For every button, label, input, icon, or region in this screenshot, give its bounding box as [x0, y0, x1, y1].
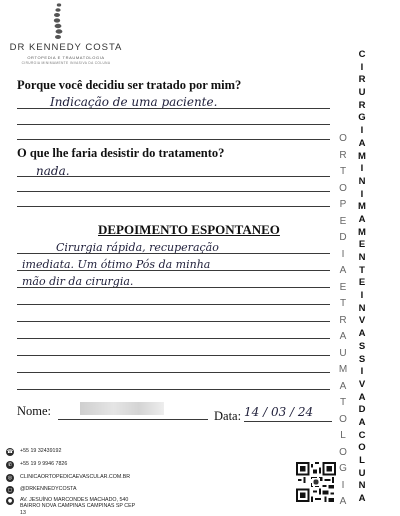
name-label: Nome:: [17, 404, 52, 418]
answer-line: [17, 176, 330, 177]
vertical-letter: N: [358, 480, 366, 492]
vertical-letter: S: [358, 340, 366, 352]
vertical-letter: G: [358, 112, 366, 124]
vertical-letter: M: [358, 150, 366, 162]
answer-1: Indicação de uma paciente.: [50, 95, 218, 109]
vertical-letter: L: [359, 455, 365, 466]
vertical-letter: S: [358, 353, 366, 365]
testimonial-line-rule: [17, 304, 330, 305]
vertical-letter: E: [339, 215, 347, 227]
contact-address: [6, 497, 140, 516]
vertical-letter: R: [339, 314, 347, 326]
brand-subtitle: ORTOPEDIA E TRAUMATOLOGIA: [27, 55, 105, 60]
vertical-letter: A: [339, 496, 347, 507]
question-1: Porque você decidiu ser tratado por mim?: [17, 78, 242, 92]
vertical-letter: O: [358, 442, 366, 454]
answer-2: nada.: [36, 164, 70, 178]
answer-line: [17, 108, 330, 109]
vertical-letter: I: [341, 248, 345, 260]
vertical-letter: G: [339, 463, 347, 474]
location-icon: ●: [7, 498, 13, 504]
vertical-letter: A: [358, 391, 366, 403]
phone-icon: ☎: [6, 449, 14, 455]
answer-line: [17, 139, 330, 140]
vertical-letter: L: [340, 430, 346, 441]
spine-logo-icon: [46, 2, 70, 42]
contact-text: +55 19 32439192: [20, 448, 62, 454]
vertical-letter: I: [360, 366, 364, 378]
contact-text: CLINICAORTOPEDICAEVASCULAR.COM.BR: [20, 474, 131, 480]
vertical-letter: A: [339, 380, 347, 392]
vertical-letter: P: [339, 199, 347, 210]
vertical-letter: D: [339, 232, 347, 243]
vertical-letter: O: [339, 182, 347, 194]
vertical-letter: R: [339, 149, 347, 161]
vertical-letter: N: [358, 175, 366, 187]
instagram-icon: ◻: [7, 487, 13, 493]
vertical-letter: U: [339, 347, 347, 359]
vertical-letter: V: [358, 315, 366, 327]
contact-whatsapp: [6, 461, 67, 469]
vertical-letter: T: [359, 264, 365, 276]
letterhead: [0, 0, 130, 80]
vertical-letter: N: [358, 302, 366, 314]
vertical-letter: A: [339, 331, 347, 342]
testimonial-line-rule: [17, 253, 330, 254]
qr-code: [296, 462, 336, 502]
testimonial-line-rule: [17, 338, 330, 339]
vertical-letter: E: [358, 277, 366, 289]
name-line: [58, 419, 208, 420]
vertical-letter: D: [358, 404, 366, 416]
whatsapp-icon: ✆: [7, 462, 13, 468]
contact-phone: [6, 448, 61, 456]
vertical-letter: A: [358, 137, 366, 149]
vertical-letter: A: [339, 265, 347, 276]
vertical-letter: R: [358, 99, 366, 111]
contact-instagram: [6, 486, 77, 494]
vertical-specialty-text: [336, 134, 350, 507]
contact-text: @DRKENNEDYCOSTA: [20, 486, 77, 492]
vertical-letter: C: [358, 429, 366, 441]
vertical-letter: O: [339, 413, 347, 425]
contact-text: AV. JESUÍNO MARCONDES MACHADO, 540 BAIRRO NOVA CAMPINAS CAMPINAS SP CEP 13: [20, 497, 136, 516]
vertical-letter: V: [358, 378, 366, 390]
vertical-letter: O: [339, 133, 347, 144]
date-value: 14 / 03 / 24: [244, 405, 314, 419]
brand-name: DR KENNEDY COSTA: [9, 42, 123, 53]
testimonial-line-rule: [17, 355, 330, 356]
vertical-letter: I: [360, 188, 364, 200]
vertical-letter: A: [358, 416, 366, 428]
vertical-letter: R: [358, 74, 366, 86]
vertical-letter: I: [360, 61, 364, 73]
contact-website: [6, 474, 130, 482]
vertical-letter: O: [339, 446, 347, 458]
vertical-letter: I: [360, 290, 364, 302]
testimonial-line-rule: [17, 372, 330, 373]
redacted-signature: [80, 402, 164, 415]
vertical-letter: I: [341, 479, 345, 491]
vertical-letter: T: [339, 397, 347, 408]
vertical-letter: C: [358, 49, 366, 60]
vertical-letter: T: [339, 298, 347, 309]
vertical-letter: N: [358, 252, 366, 263]
testimonial-line: mão dir da cirurgia.: [22, 275, 134, 288]
vertical-letter: E: [339, 281, 347, 293]
vertical-letter: I: [360, 163, 364, 175]
testimonial-line: Cirurgia rápida, recuperação: [56, 241, 219, 254]
vertical-letter: M: [338, 364, 348, 375]
testimonial-title: DEPOIMENTO ESPONTANEO: [98, 222, 280, 237]
testimonial-line: imediata. Um ótimo Pós da minha: [22, 258, 211, 271]
question-2: O que lhe faria desistir do tratamento?: [17, 146, 225, 160]
vertical-letter: E: [358, 239, 366, 251]
vertical-letter: M: [358, 226, 366, 238]
testimonial-line-rule: [17, 287, 330, 288]
date-label: Data:: [214, 409, 242, 423]
vertical-letter: A: [358, 328, 366, 340]
vertical-letter: A: [358, 213, 366, 225]
testimonial-line-rule: [17, 270, 330, 271]
vertical-letter: T: [339, 166, 347, 177]
answer-line: [17, 206, 330, 207]
answer-line: [17, 191, 330, 192]
vertical-letter: U: [358, 467, 366, 479]
vertical-procedure-text: [355, 50, 369, 504]
vertical-letter: M: [358, 201, 366, 213]
vertical-letter: A: [358, 493, 366, 505]
vertical-letter: I: [360, 125, 364, 137]
vertical-letter: U: [358, 87, 366, 99]
answer-line: [17, 124, 330, 125]
date-line: [244, 421, 332, 422]
testimonial-line-rule: [17, 389, 330, 390]
web-icon: ◎: [7, 475, 13, 481]
testimonial-line-rule: [17, 321, 330, 322]
contact-text: +55 19 9 9946 7826: [20, 461, 68, 467]
brand-tagline: CIRURGIA MINIMAMENTE INVASIVA DA COLUNA: [21, 61, 111, 65]
